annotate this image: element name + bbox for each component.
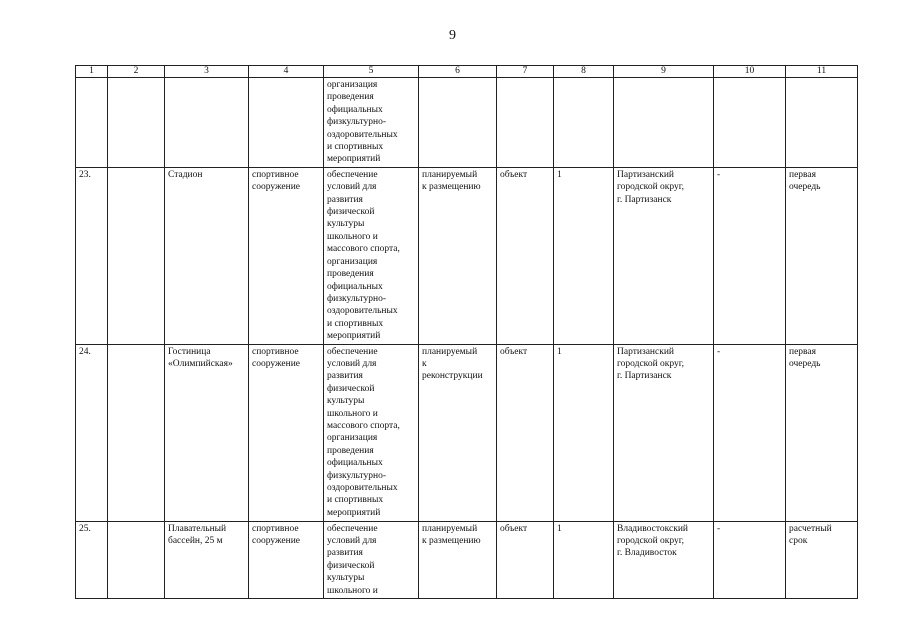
- column-header: 9: [614, 66, 714, 78]
- row-number: 23.: [76, 167, 108, 344]
- zone-cell: -: [714, 167, 786, 344]
- code-cell: [108, 521, 165, 598]
- object-type-cell: спортивное сооружение: [249, 344, 324, 521]
- zone-cell: -: [714, 344, 786, 521]
- unit-cell: объект: [497, 167, 554, 344]
- column-header: 11: [786, 66, 858, 78]
- table-row: [76, 344, 858, 521]
- location-cell: Партизанский городской округ, г. Партизанск: [614, 344, 714, 521]
- column-header: 3: [165, 66, 249, 78]
- object-type-cell: спортивное сооружение: [249, 167, 324, 344]
- column-header: 10: [714, 66, 786, 78]
- table-row: [76, 167, 858, 344]
- quantity-cell: 1: [554, 167, 614, 344]
- code-cell: [108, 167, 165, 344]
- column-number-row: [76, 66, 858, 78]
- object-name-cell: Стадион: [165, 167, 249, 344]
- status-cell: планируемый к реконструкции: [419, 344, 497, 521]
- column-header: 7: [497, 66, 554, 78]
- purpose-cell: организация проведения официальных физкультурно- оздоровительных и спортивных мероприятий: [324, 78, 419, 168]
- location-cell: Партизанский городской округ, г. Партизанск: [614, 167, 714, 344]
- column-header: 5: [324, 66, 419, 78]
- zone-cell: -: [714, 521, 786, 598]
- unit-cell: объект: [497, 344, 554, 521]
- object-name-cell: Гостиница «Олимпийская»: [165, 344, 249, 521]
- column-header: 2: [108, 66, 165, 78]
- code-cell: [108, 344, 165, 521]
- column-header: 6: [419, 66, 497, 78]
- stage-cell: расчетный срок: [786, 521, 858, 598]
- status-cell: планируемый к размещению: [419, 167, 497, 344]
- quantity-cell: 1: [554, 344, 614, 521]
- location-cell: Владивостокский городской округ, г. Владивосток: [614, 521, 714, 598]
- purpose-cell: обеспечение условий для развития физической культуры школьного и массового спорта, организация проведения официальных физкультурно- оздоровительных и спортивных мероприятий: [324, 167, 419, 344]
- planning-table: [75, 65, 858, 599]
- stage-cell: первая очередь: [786, 344, 858, 521]
- purpose-cell: обеспечение условий для развития физической культуры школьного и массового спорта, организация проведения официальных физкультурно- оздоровительных и спортивных мероприятий: [324, 344, 419, 521]
- row-number: 24.: [76, 344, 108, 521]
- object-type-cell: спортивное сооружение: [249, 521, 324, 598]
- quantity-cell: 1: [554, 521, 614, 598]
- column-header: 8: [554, 66, 614, 78]
- column-header: 4: [249, 66, 324, 78]
- continuation-row: [76, 78, 858, 168]
- stage-cell: первая очередь: [786, 167, 858, 344]
- status-cell: планируемый к размещению: [419, 521, 497, 598]
- table-row: [76, 521, 858, 598]
- purpose-cell: обеспечение условий для развития физической культуры школьного и: [324, 521, 419, 598]
- object-name-cell: Плавательный бассейн, 25 м: [165, 521, 249, 598]
- column-header: 1: [76, 66, 108, 78]
- unit-cell: объект: [497, 521, 554, 598]
- page-number: 9: [449, 28, 456, 43]
- row-number: 25.: [76, 521, 108, 598]
